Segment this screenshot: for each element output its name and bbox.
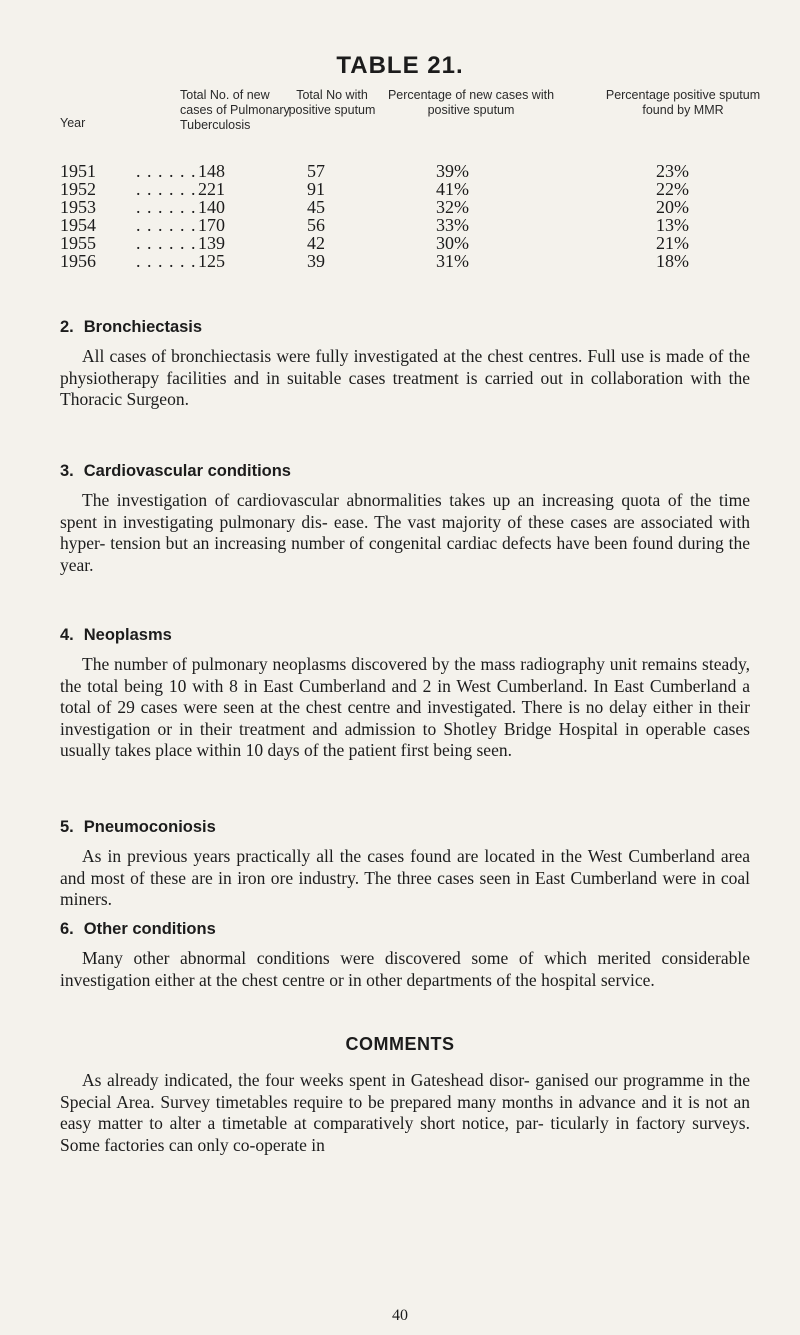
cell-pct-positive: 30% (436, 233, 469, 253)
table-row (60, 234, 780, 252)
comments-heading: COMMENTS (345, 1034, 455, 1054)
table-row (60, 216, 780, 234)
header-pct-mmr: Percentage positive sputum found by MMR (605, 88, 761, 117)
section-title: Cardiovascular conditions (83, 462, 291, 480)
table-row (60, 180, 780, 198)
section-title: Other conditions (83, 920, 216, 938)
section-number: 4. (60, 626, 74, 644)
header-year: Year (60, 116, 86, 130)
cell-pct-positive: 39% (436, 161, 469, 181)
section-number: 5. (60, 818, 74, 836)
cell-year: 1952 (60, 179, 96, 199)
section-heading (60, 818, 216, 837)
cell-pct-positive: 32% (436, 197, 469, 217)
leader-dots: . . . . . . (136, 251, 197, 271)
cell-total: 148 (198, 161, 225, 181)
section-number: 6. (60, 920, 74, 938)
table-title: TABLE 21. (336, 52, 464, 79)
cell-pct-mmr: 18% (656, 251, 689, 271)
cell-total: 139 (198, 233, 225, 253)
cell-positive: 57 (307, 161, 325, 181)
section-title: Neoplasms (83, 626, 172, 644)
table-body (60, 162, 780, 270)
header-total-cases: Total No. of new cases of Pulmonary Tuberculosis (180, 88, 290, 132)
cell-positive: 42 (307, 233, 325, 253)
cell-year: 1954 (60, 215, 96, 235)
section-heading (60, 318, 202, 337)
leader-dots: . . . . . . (136, 179, 197, 199)
header-pct-positive: Percentage of new cases with positive sputum (387, 88, 555, 117)
comments-paragraph: As already indicated, the four weeks spent in Gateshead disor- ganised our programme in the Special Area. Survey timetables require to be prepared many months in advance and it is not an easy matter to alter a timetable at comparatively short notice, par- ticularly in factory surveys. Some factories can only co-operate in (60, 1070, 750, 1155)
section-title: Pneumoconiosis (83, 818, 216, 836)
cell-total: 140 (198, 197, 225, 217)
leader-dots: . . . . . . (136, 215, 197, 235)
table-row (60, 252, 780, 270)
cell-year: 1955 (60, 233, 96, 253)
cell-positive: 56 (307, 215, 325, 235)
section-paragraph: The number of pulmonary neoplasms discovered by the mass radiography unit remains steady, the total being 10 with 8 in East Cumberland and 2 in West Cumberland. In East Cumberland a total of 29 cases were seen at the chest centre and investigated. There is no delay either in their investigation or in their treatment and admission to Shotley Bridge Hospital in operable cases usually takes place within 10 days of the patient first being seen. (60, 654, 750, 760)
cell-pct-mmr: 23% (656, 161, 689, 181)
table-row (60, 198, 780, 216)
section-paragraph: All cases of bronchiectasis were fully investigated at the chest centres. Full use is made of the physiotherapy facilities and in suitable cases treatment is carried out in collaboration with the Thoracic Surgeon. (60, 346, 750, 409)
section-paragraph: Many other abnormal conditions were discovered some of which merited considerable investigation either at the chest centre or in other departments of the hospital service. (60, 948, 750, 990)
cell-pct-mmr: 20% (656, 197, 689, 217)
section-paragraph: The investigation of cardiovascular abnormalities takes up an increasing quota of the time spent in investigating pulmonary dis- ease. The vast majority of these cases are associated with hyper- tension but an increasing number of congenital cardiac defects have been found during the year. (60, 490, 750, 575)
section-heading (60, 462, 291, 481)
section-paragraph: As in previous years practically all the cases found are located in the West Cumberland area and most of these are in iron ore industry. The three cases seen in East Cumberland were in coal miners. (60, 846, 750, 909)
cell-year: 1953 (60, 197, 96, 217)
cell-total: 221 (198, 179, 225, 199)
section-number: 3. (60, 462, 74, 480)
cell-positive: 39 (307, 251, 325, 271)
table-row (60, 162, 780, 180)
cell-pct-positive: 33% (436, 215, 469, 235)
cell-positive: 45 (307, 197, 325, 217)
section-heading (60, 920, 216, 939)
leader-dots: . . . . . . (136, 161, 197, 181)
cell-year: 1956 (60, 251, 96, 271)
cell-pct-positive: 41% (436, 179, 469, 199)
cell-positive: 91 (307, 179, 325, 199)
cell-pct-mmr: 13% (656, 215, 689, 235)
cell-total: 170 (198, 215, 225, 235)
header-positive-sputum: Total No with positive sputum (288, 88, 376, 117)
cell-pct-mmr: 22% (656, 179, 689, 199)
cell-total: 125 (198, 251, 225, 271)
leader-dots: . . . . . . (136, 197, 197, 217)
cell-pct-positive: 31% (436, 251, 469, 271)
section-heading (60, 626, 172, 645)
cell-pct-mmr: 21% (656, 233, 689, 253)
section-number: 2. (60, 318, 74, 336)
section-title: Bronchiectasis (83, 318, 203, 336)
leader-dots: . . . . . . (136, 233, 197, 253)
page-number: 40 (392, 1307, 408, 1324)
cell-year: 1951 (60, 161, 96, 181)
